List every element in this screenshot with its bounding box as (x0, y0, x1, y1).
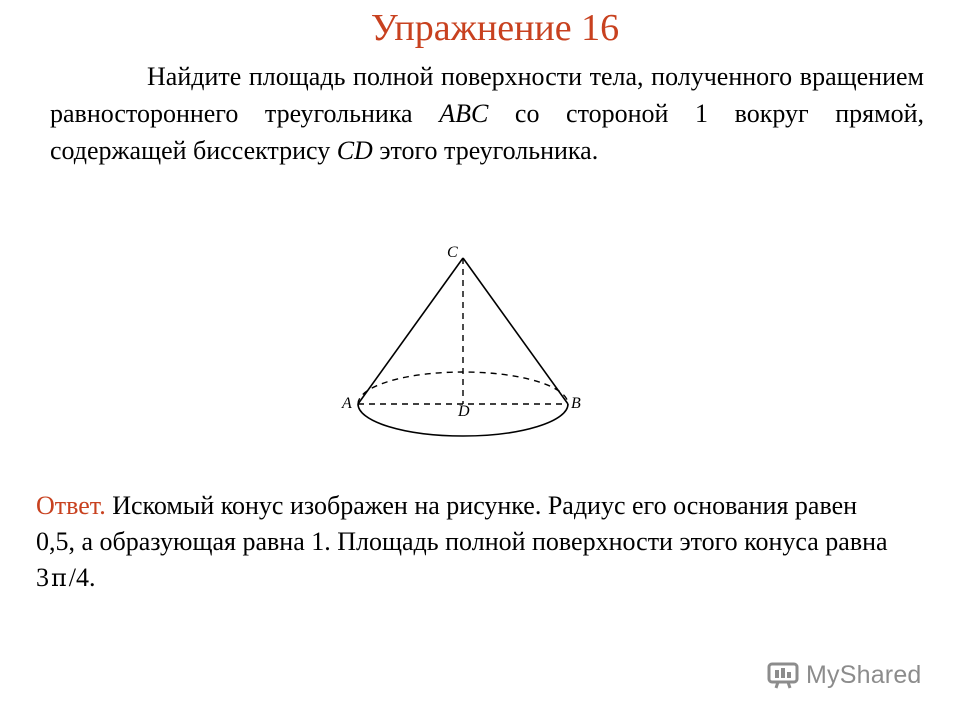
slide-title: Упражнение 16 (370, 7, 620, 49)
cone-generatrix-right (463, 258, 568, 404)
myshared-watermark[interactable] (766, 658, 922, 692)
problem-text-3: этого треугольника. (372, 136, 599, 165)
cone-generatrix-left (358, 258, 463, 404)
cone-base-back-arc (358, 372, 568, 404)
answer-block (36, 488, 896, 596)
answer-label: Ответ. (36, 491, 106, 520)
label-apex-c: C (447, 244, 458, 261)
pi-symbol: π (51, 564, 67, 592)
problem-text-1: Найдите площадь полной поверхности тела, полученного вращением равностороннего треугольника (50, 62, 924, 128)
label-point-b: B (571, 395, 581, 412)
label-point-d: D (458, 403, 470, 420)
triangle-name: ABC (439, 99, 489, 128)
problem-text-2: со стороной 1 вокруг прямой, содержащей биссектрису (50, 99, 924, 165)
watermark-brand: MyShared (806, 660, 922, 689)
problem-statement (50, 58, 924, 169)
cone-figure (330, 236, 600, 446)
myshared-logo-icon (766, 660, 800, 690)
answer-text-1: Искомый конус изображен на рисунке. Радиус его основания равен 0,5, а образующая равна 1. Площадь полной поверхности этого конуса равна 3 (36, 491, 888, 592)
label-point-a: A (342, 395, 352, 412)
answer-text-2: /4. (68, 563, 96, 592)
bisector-name: CD (336, 136, 373, 165)
